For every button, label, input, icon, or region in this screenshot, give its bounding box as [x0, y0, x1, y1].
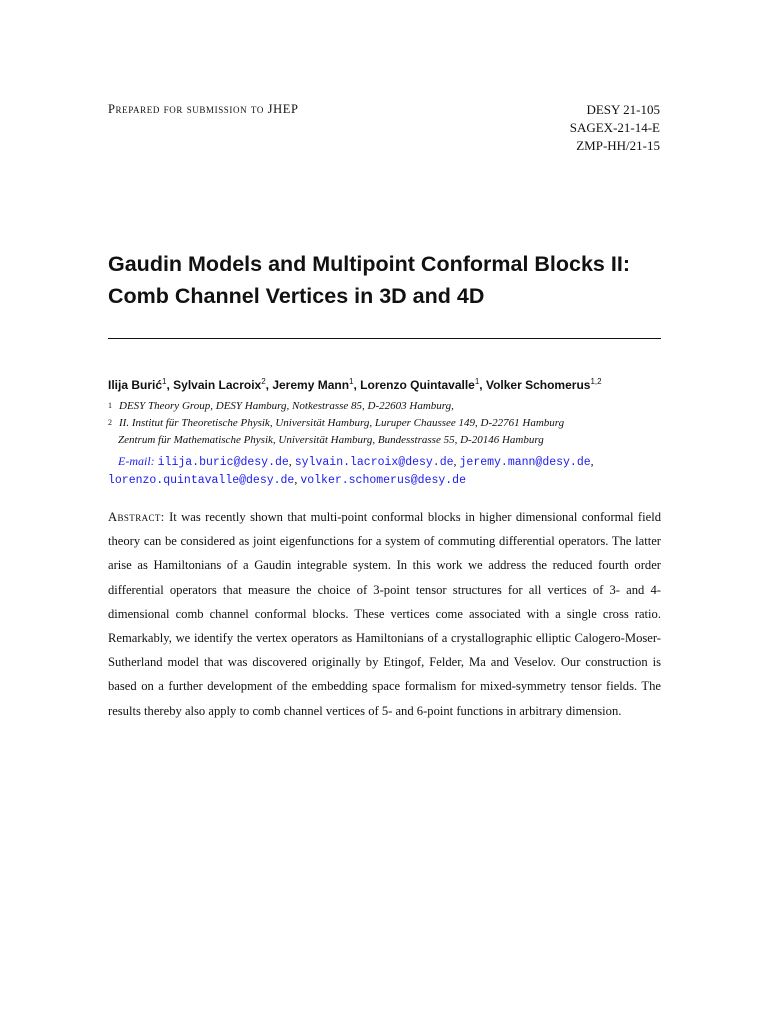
author-separator: , [479, 378, 486, 392]
email-block [108, 453, 678, 489]
author-separator: , [265, 378, 273, 392]
author-affiliation-mark: 1,2 [590, 377, 602, 386]
affiliation-number: 1 [108, 401, 112, 410]
affiliation [108, 432, 668, 449]
abstract-text: It was recently shown that multi-point conformal blocks in higher dimensional conformal field theory can be considered as joint eigenfunctions for a system of commuting differential operators. The latter arise as Hamiltonians of a Gaudin integrable system. In this work we address the reduced fourth order differential operators that measure the choice of 3-point tensor structures for all vertices of 3- and 4-dimensional comb channel conformal blocks. These vertices come associated with a single cross ratio. Remarkably, we identify the vertex operators as Hamiltonians of a crystallographic elliptic Calogero-Moser-Sutherland model that was discovered originally by Etingof, Felder, Ma and Veselov. Our construction is based on a further development of the embedding space formalism for mixed-symmetry tensor fields. The results thereby also apply to comb channel vertices of 5- and 6-point functions in arbitrary dimension. [108, 510, 661, 718]
email-label: E-mail: [118, 454, 155, 468]
affiliations [108, 398, 668, 449]
author-name: Jeremy Mann [272, 378, 350, 392]
affiliation-text: II. Institut für Theoretische Physik, Universität Hamburg, Luruper Chaussee 149, D-22761 Hamburg [119, 417, 565, 429]
report-number: ZMP-HH/21-15 [576, 138, 660, 153]
author-affiliation-mark: 2 [261, 377, 266, 386]
affiliation [108, 415, 668, 432]
author-list [108, 373, 668, 394]
email-line: E-mail: ilija.buric@desy.de, sylvain.lacroix@desy.de, jeremy.mann@desy.de, [118, 454, 594, 469]
email-link[interactable]: jeremy.mann@desy.de [459, 456, 591, 469]
email-link[interactable]: ilija.buric@desy.de [157, 456, 289, 469]
author-name: Volker Schomerus [485, 378, 591, 392]
report-numbers [570, 101, 660, 155]
author-separator: , [353, 378, 361, 392]
affiliation-number: 2 [108, 418, 112, 427]
affiliation-text: Zentrum für Mathematische Physik, Universität Hamburg, Bundesstrasse 55, D-20146 Hamburg [118, 434, 544, 446]
report-number: SAGEX-21-14-E [569, 120, 660, 135]
submission-note: Prepared for submission to JHEP [108, 102, 299, 116]
author-name: Lorenzo Quintavalle [360, 378, 475, 392]
title-line: Gaudin Models and Multipoint Conformal Blocks II: [108, 252, 630, 276]
affiliation [108, 398, 668, 415]
title-line: Comb Channel Vertices in 3D and 4D [108, 284, 485, 308]
title-rule [108, 338, 661, 339]
author-separator: , [166, 378, 174, 392]
report-number: DESY 21-105 [586, 102, 660, 117]
author-affiliation-mark: 1 [474, 377, 480, 386]
author-affiliation-mark: 1 [162, 377, 167, 386]
author-affiliation-mark: 1 [349, 377, 354, 386]
affiliation-text: DESY Theory Group, DESY Hamburg, Notkestrasse 85, D-22603 Hamburg, [119, 400, 454, 412]
email-line: lorenzo.quintavalle@desy.de, volker.schomerus@desy.de [108, 472, 466, 487]
author-name: Ilija Burić [108, 378, 163, 392]
email-link[interactable]: lorenzo.quintavalle@desy.de [108, 474, 295, 487]
abstract-label: Abstract: [108, 510, 165, 524]
email-link[interactable]: sylvain.lacroix@desy.de [294, 456, 454, 469]
abstract [108, 505, 661, 723]
email-link[interactable]: volker.schomerus@desy.de [300, 474, 466, 487]
author-name: Sylvain Lacroix [173, 378, 262, 392]
paper-title [108, 248, 668, 312]
